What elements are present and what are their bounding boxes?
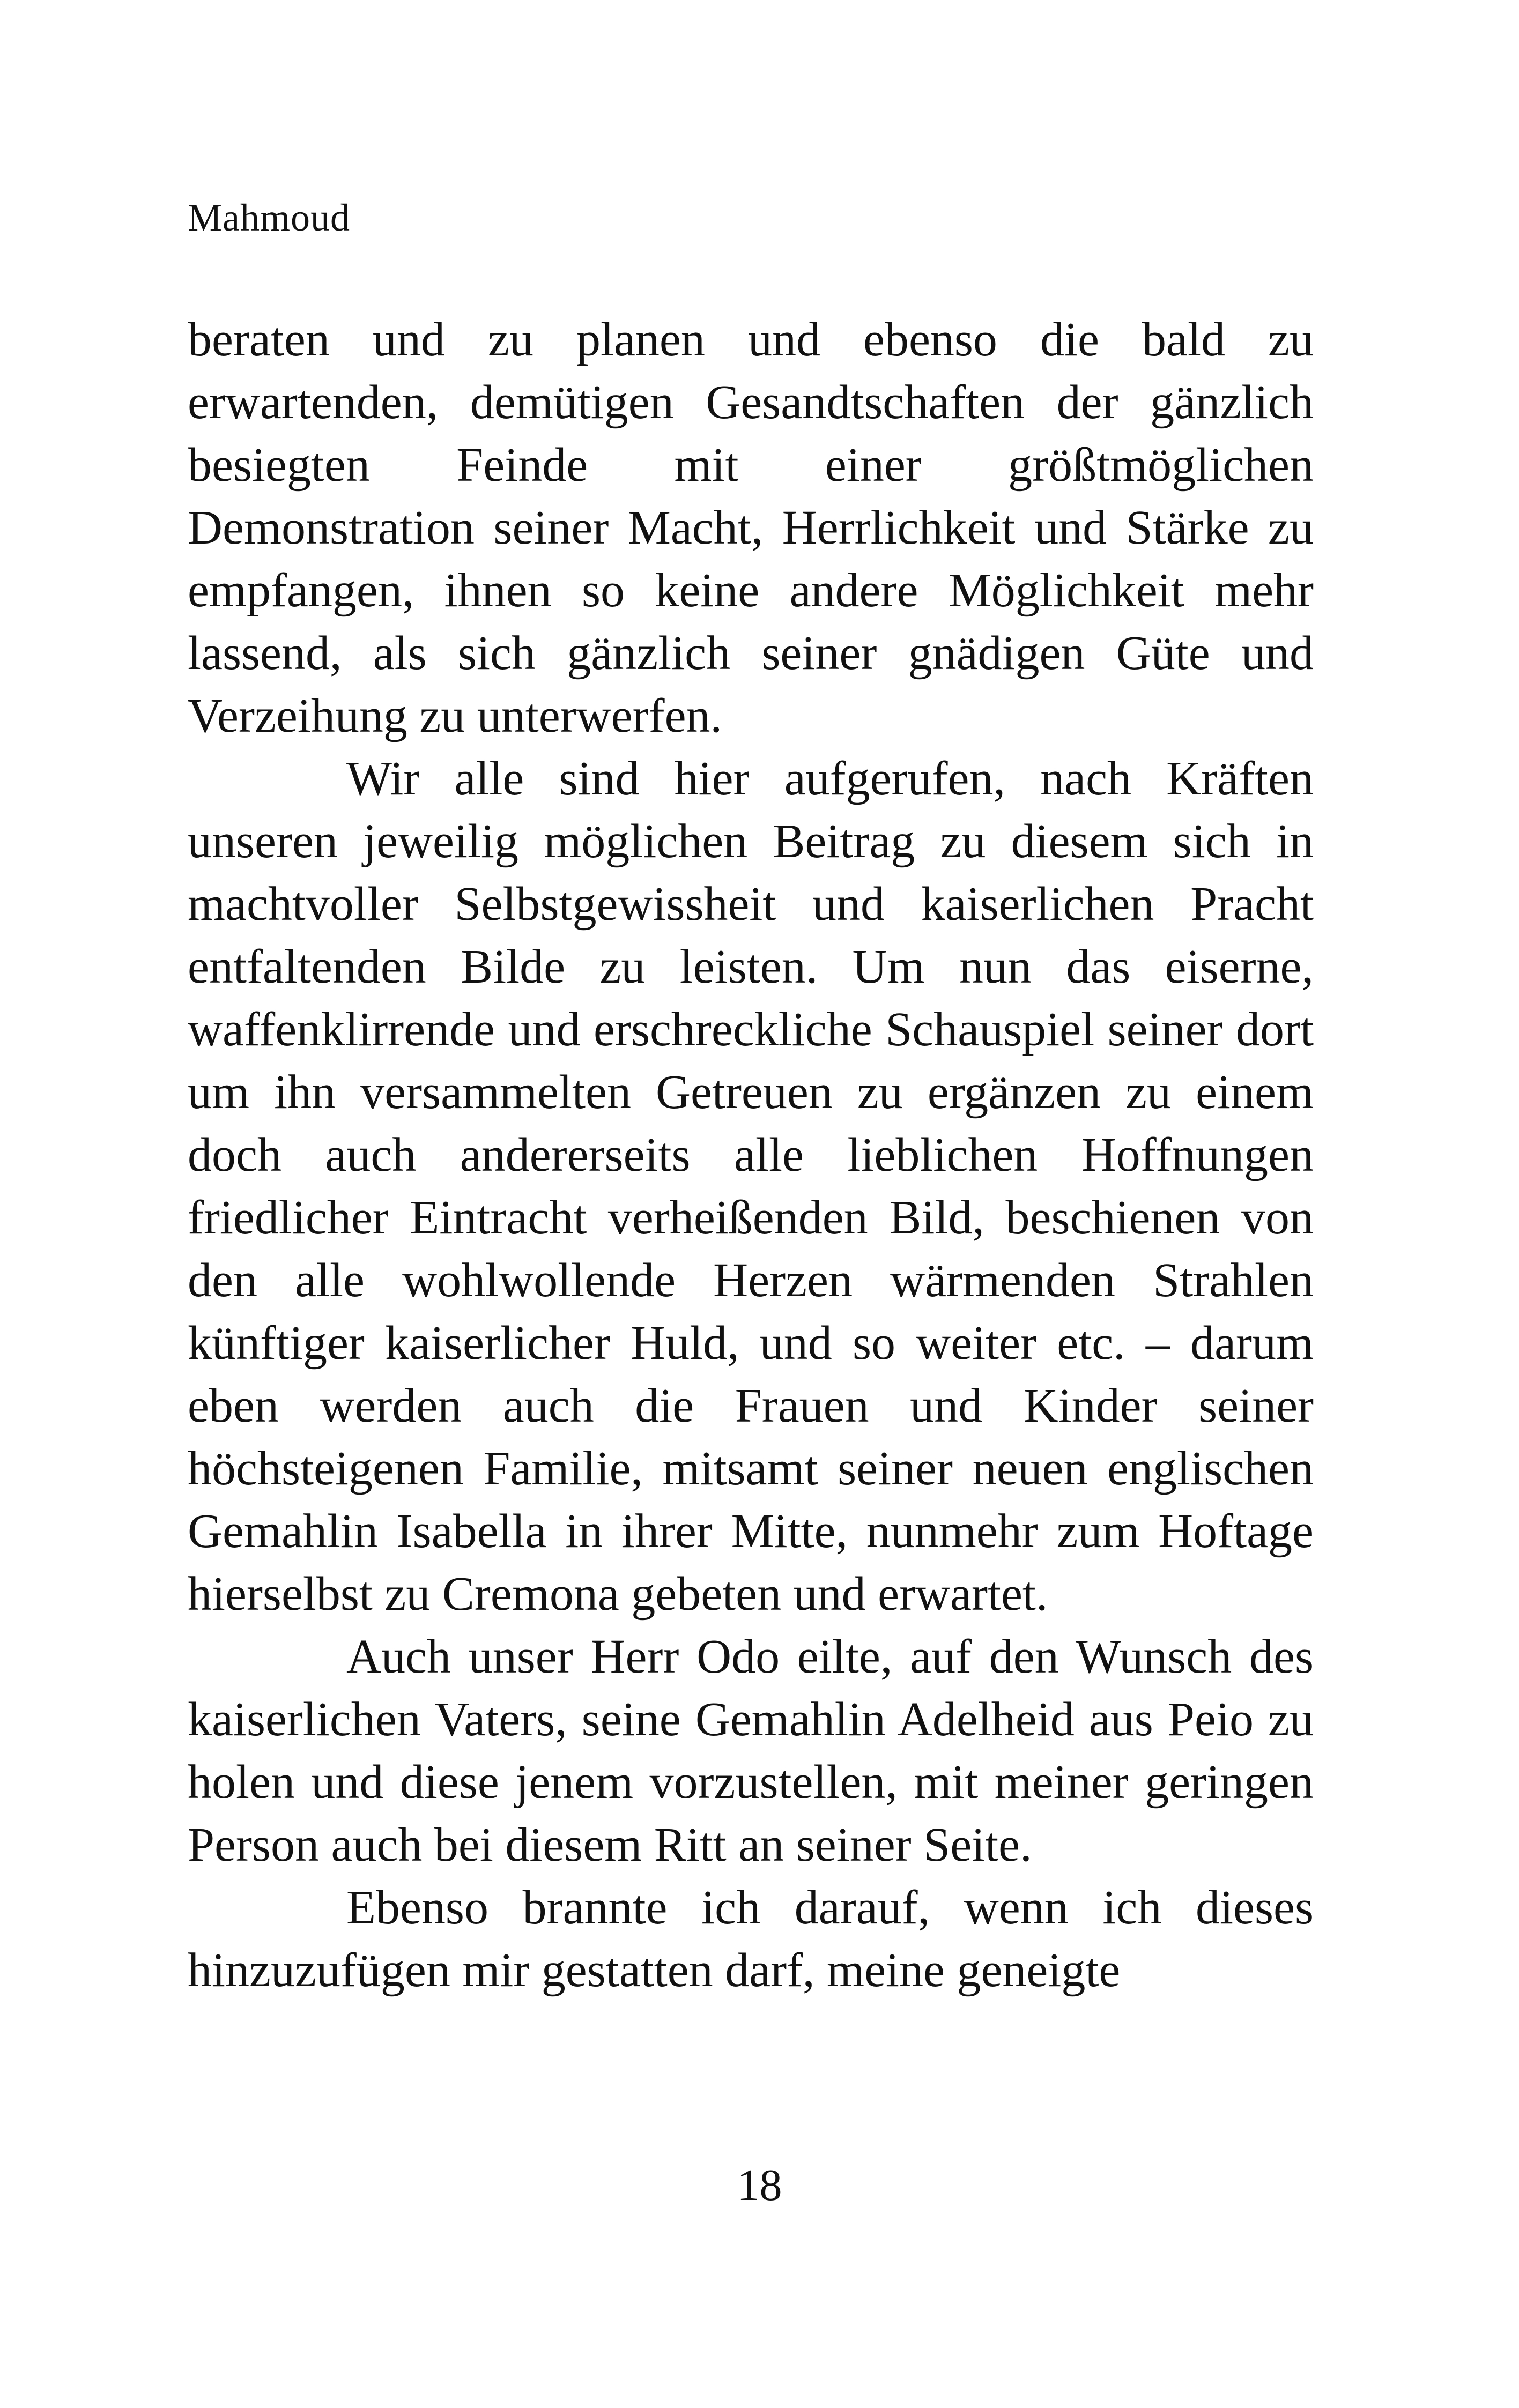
page-number: 18 (737, 2160, 782, 2210)
body-text (188, 308, 1314, 2002)
paragraph: Auch unser Herr Odo eilte, auf den Wunsch des kaiserlichen Vaters, seine Gemahlin Adelheid aus Peio zu holen und diese jenem vorzustellen, mit meiner geringen Person auch bei diesem Ritt an seiner Seite. (188, 1630, 1314, 1871)
running-header: Mahmoud (188, 196, 350, 239)
paragraph: beraten und zu planen und ebenso die bald zu erwartenden, demütigen Gesandtschaften der gänzlich besiegten Feinde mit einer größtmöglichen Demonstration seiner Macht, Herrlichkeit und Stärke zu empfangen, ihnen so keine andere Möglichkeit mehr lassend, als sich gänzlich seiner gnädigen Güte und Verzeihung zu unterwerfen. (188, 313, 1314, 742)
paragraph: Ebenso brannte ich darauf, wenn ich dieses hinzuzufügen mir gestatten darf, meine geneigte (188, 1881, 1314, 1997)
paragraph: Wir alle sind hier aufgerufen, nach Kräften unseren jeweilig möglichen Beitrag zu diesem sich in machtvoller Selbstgewissheit und kaiserlichen Pracht entfaltenden Bilde zu leisten. Um nun das eiserne, waffenklirrende und erschreckliche Schauspiel seiner dort um ihn versammelten Getreuen zu ergänzen zu einem doch auch andererseits alle lieblichen Hoffnungen friedlicher Eintracht verheißenden Bild, beschienen von den alle wohlwollende Herzen wärmenden Strahlen künftiger kaiserlicher Huld, und so weiter etc. – darum eben werden auch die Frauen und Kinder seiner höchsteigenen Familie, mitsamt seiner neuen englischen Gemahlin Isabella in ihrer Mitte, nunmehr zum Hoftage hierselbst zu Cremona gebeten und erwartet. (188, 752, 1314, 1621)
